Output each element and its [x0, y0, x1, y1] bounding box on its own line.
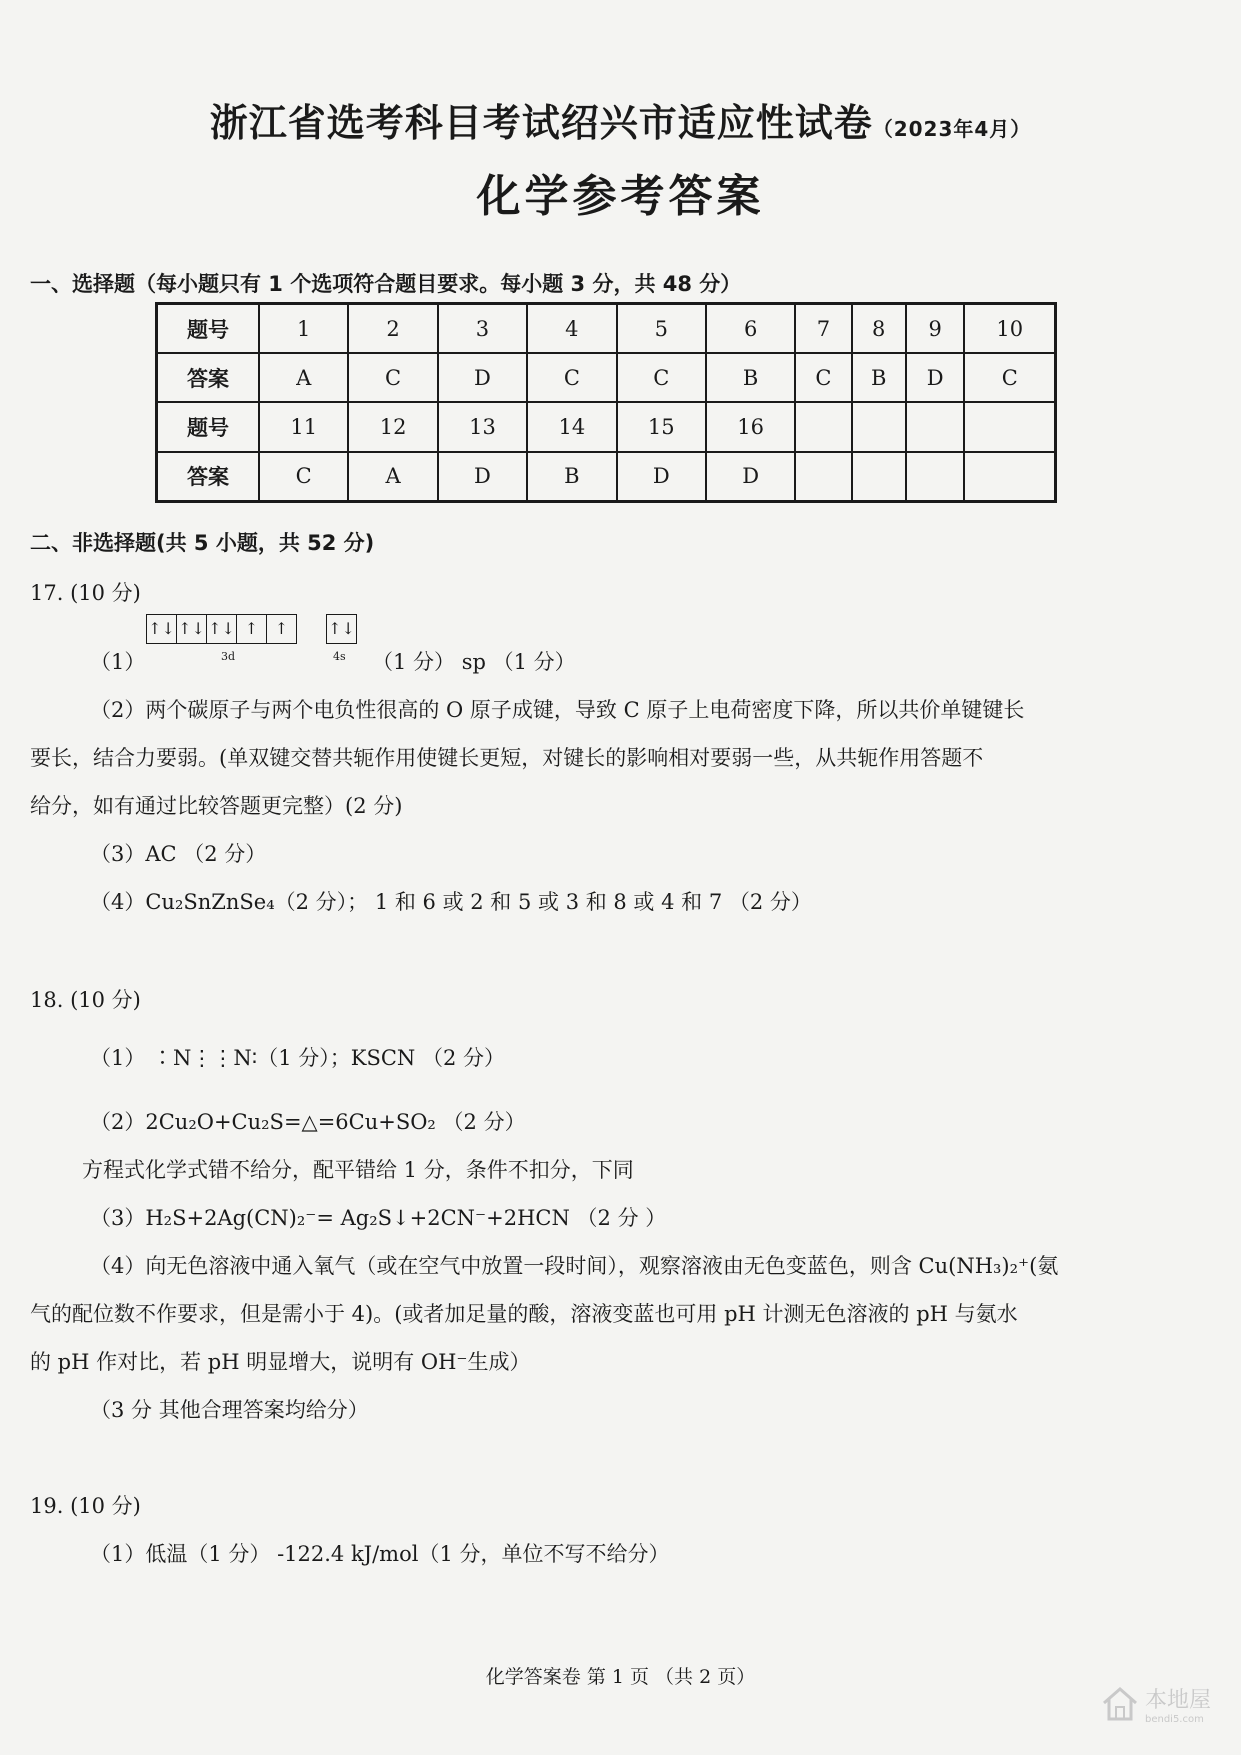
table-cell: 16 — [706, 402, 795, 451]
table-cell — [906, 452, 965, 502]
table-cell — [964, 402, 1055, 451]
q18-note: 方程式化学式错不给分，配平错给 1 分，条件不扣分，下同 — [82, 1158, 634, 1182]
title-date: （2023年4月） — [872, 117, 1032, 141]
orbital-box: ↑↓ — [207, 615, 237, 643]
table-cell: 13 — [438, 402, 527, 451]
table-cell: D — [438, 452, 527, 502]
table-cell — [795, 452, 851, 502]
q19-title: 19. (10 分) — [30, 1494, 141, 1518]
orbital-label-4s: 4s — [333, 650, 346, 663]
title-text: 浙江省选考科目考试绍兴市适应性试卷 — [209, 101, 873, 145]
document-subtitle: 化学参考答案 — [476, 171, 765, 222]
orbital-box: ↑↓ — [328, 619, 355, 638]
q17-part2-line3: 给分，如有通过比较答题更完整）(2 分) — [30, 794, 403, 818]
table-cell: D — [706, 452, 795, 502]
orbital-diagram-3d — [146, 614, 297, 644]
table-cell: C — [259, 452, 348, 502]
table-cell: 15 — [617, 402, 706, 451]
table-row — [157, 304, 1056, 354]
watermark-url: bendi5.com — [1144, 1714, 1204, 1725]
table-cell: 1 — [259, 304, 348, 354]
table-cell: 3 — [438, 304, 527, 354]
q17-part3: （3）AC （2 分） — [90, 842, 267, 866]
question-number-header: 题号 — [157, 304, 260, 354]
table-cell: A — [259, 353, 348, 402]
q18-part1: （1） ∶N⋮⋮N∶（1 分）；KSCN （2 分） — [90, 1046, 506, 1070]
watermark — [1100, 1683, 1211, 1725]
table-cell: B — [527, 452, 616, 502]
table-cell: B — [706, 353, 795, 402]
q18-part3: （3）H₂S+2Ag(CN)₂⁻= Ag₂S↓+2CN⁻+2HCN （2 分 ） — [90, 1206, 667, 1230]
table-cell — [852, 402, 906, 451]
table-cell — [852, 452, 906, 502]
table-cell: C — [964, 353, 1055, 402]
orbital-box: ↑ — [237, 615, 267, 643]
table-cell: 6 — [706, 304, 795, 354]
section1-heading: 一、选择题（每小题只有 1 个选项符合题目要求。每小题 3 分，共 48 分） — [30, 272, 742, 296]
table-cell: 4 — [527, 304, 616, 354]
orbital-box: ↑ — [274, 619, 289, 638]
orbital-box: ↑↓ — [177, 615, 207, 643]
table-cell: 14 — [527, 402, 616, 451]
table-cell: 7 — [795, 304, 851, 354]
orbital-box: ↑↓ — [147, 615, 177, 643]
table-cell — [795, 402, 851, 451]
table-cell: 10 — [964, 304, 1055, 354]
watermark-name: 本地屋 — [1144, 1688, 1211, 1713]
table-cell: 8 — [852, 304, 906, 354]
table-cell: 11 — [259, 402, 348, 451]
q18-part4-line3: 的 pH 作对比，若 pH 明显增大，说明有 OH⁻生成） — [30, 1350, 531, 1374]
q18-part4-line1: （4）向无色溶液中通入氧气（或在空气中放置一段时间），观察溶液由无色变蓝色，则含 Cu(NH₃)₂⁺(氨 — [90, 1254, 1059, 1278]
orbital-label-3d: 3d — [221, 650, 236, 663]
table-row — [157, 353, 1056, 402]
table-cell — [906, 402, 965, 451]
table-cell: B — [852, 353, 906, 402]
q17-part1-suffix: （1 分） sp （1 分） — [372, 650, 576, 674]
page-footer: 化学答案卷 第 1 页 （共 2 页） — [485, 1666, 756, 1688]
table-cell: D — [438, 353, 527, 402]
q18-title: 18. (10 分) — [30, 988, 141, 1012]
table-cell: C — [527, 353, 616, 402]
document-title — [0, 92, 1241, 147]
q18-part4-score: （3 分 其他合理答案均给分） — [90, 1398, 369, 1422]
table-row — [157, 402, 1056, 451]
orbital-diagram-4s — [326, 614, 357, 644]
table-cell: 2 — [348, 304, 437, 354]
answer-table — [155, 302, 1057, 503]
table-cell: C — [795, 353, 851, 402]
q17-part2-line2: 要长，结合力要弱。(单双键交替共轭作用使键长更短，对键长的影响相对要弱一些，从共轭作用答题不 — [30, 746, 984, 770]
table-cell: C — [348, 353, 437, 402]
house-logo-icon — [1100, 1685, 1140, 1723]
answer-header: 答案 — [157, 452, 260, 502]
table-cell: 12 — [348, 402, 437, 451]
table-cell — [964, 452, 1055, 502]
table-row — [157, 452, 1056, 502]
q18-part4-line2: 气的配位数不作要求，但是需小于 4)。(或者加足量的酸，溶液变蓝也可用 pH 计测无色溶液的 pH 与氨水 — [30, 1302, 1018, 1326]
q17-part2-line1: （2）两个碳原子与两个电负性很高的 O 原子成键，导致 C 原子上电荷密度下降，所以共价单键键长 — [90, 698, 1025, 722]
table-cell: A — [348, 452, 437, 502]
question-number-header: 题号 — [157, 402, 260, 451]
q17-part4: （4）Cu₂SnZnSe₄（2 分）； 1 和 6 或 2 和 5 或 3 和 8 或 4 和 7 （2 分） — [90, 890, 812, 914]
q18-part2: （2）2Cu₂O+Cu₂S=△=6Cu+SO₂ （2 分） — [90, 1110, 526, 1134]
section2-heading: 二、非选择题(共 5 小题，共 52 分) — [30, 531, 375, 555]
table-cell: 5 — [617, 304, 706, 354]
table-cell: 9 — [906, 304, 965, 354]
table-cell: D — [617, 452, 706, 502]
table-cell: C — [617, 353, 706, 402]
q17-part1-prefix: （1） — [90, 650, 146, 674]
q19-part1: （1）低温（1 分） -122.4 kJ/mol（1 分，单位不写不给分） — [90, 1542, 670, 1566]
answer-header: 答案 — [157, 353, 260, 402]
table-cell: D — [906, 353, 965, 402]
q17-title: 17. (10 分) — [30, 581, 141, 605]
